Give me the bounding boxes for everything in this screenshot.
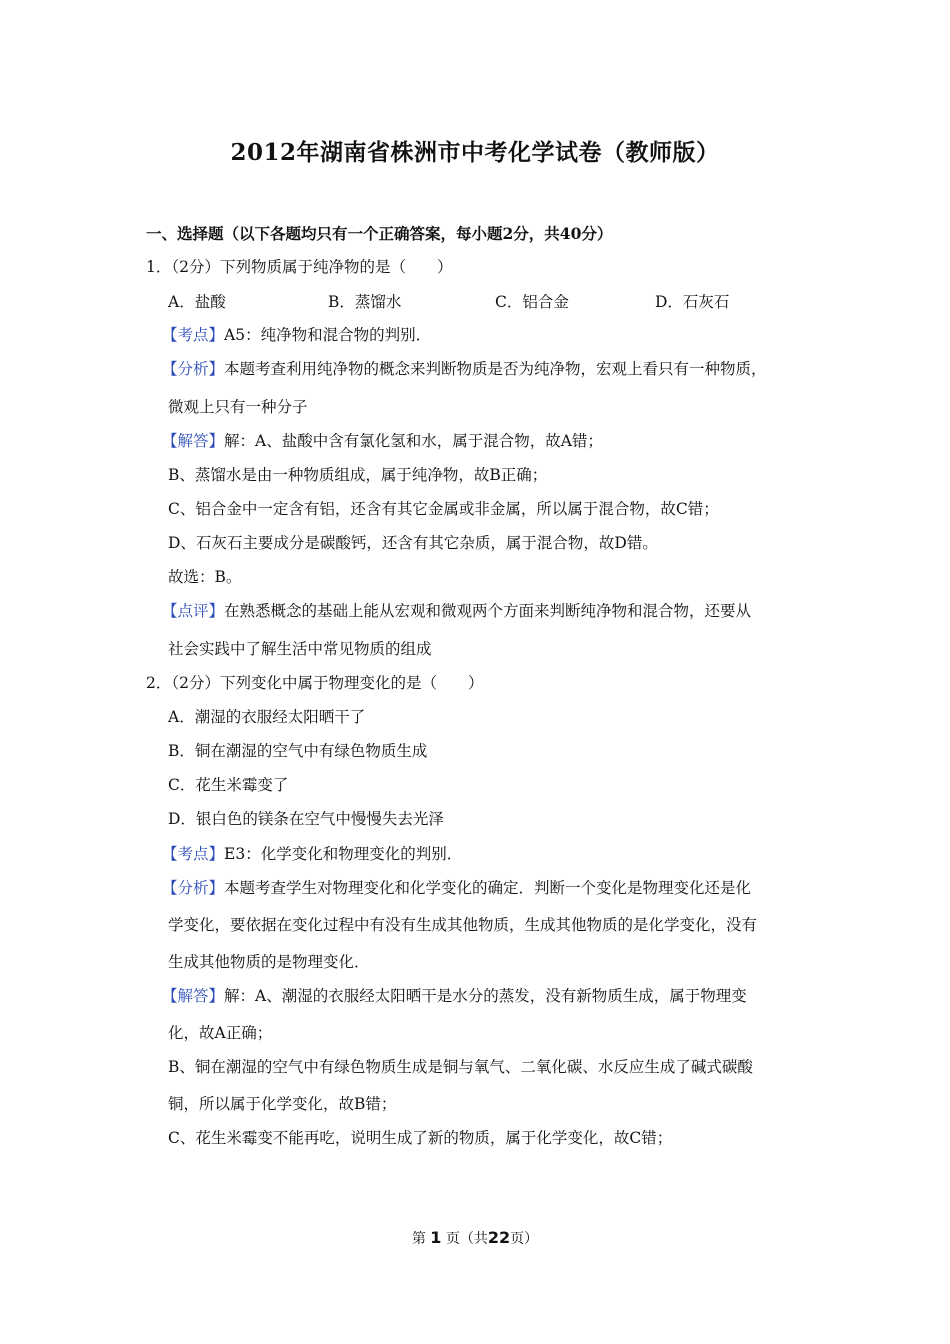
q2-option-a: A．潮湿的衣服经太阳晒干了 — [168, 708, 366, 726]
q1-jieda-text-1: 解：A、盐酸中含有氯化氢和水，属于混合物，故A错； — [224, 432, 603, 450]
q2-option-d: D．银白色的镁条在空气中慢慢失去光泽 — [168, 810, 444, 828]
dianping-tag: 【点评】 — [162, 602, 225, 620]
fenxi-tag: 【分析】 — [162, 360, 225, 378]
q1-dianping — [162, 600, 751, 622]
q2-jieda-text-4: 铜，所以属于化学变化，故B错； — [168, 1095, 397, 1113]
q2-jieda-text-1: 解：A、潮湿的衣服经太阳晒干是水分的蒸发，没有新物质生成，属于物理变 — [224, 987, 747, 1005]
q1-option-c: C．铝合金 — [495, 293, 569, 311]
section-header: 一、选择题（以下各题均只有一个正确答案，每小题2分，共40分） — [146, 224, 613, 243]
q1-option-b: B．蒸馏水 — [328, 293, 402, 311]
q1-jieda-text-2: B、蒸馏水是由一种物质组成，属于纯净物，故B正确； — [168, 466, 548, 484]
kaodian-tag: 【考点】 — [162, 326, 225, 344]
q2-fenxi — [162, 877, 751, 899]
q2-fenxi-text-3: 生成其他物质的是物理变化． — [168, 953, 370, 971]
q1-jieda-text-3: C、铝合金中一定含有铝，还含有其它金属或非金属，所以属于混合物，故C错； — [168, 500, 719, 518]
q2-kaodian-text: E3：化学变化和物理变化的判别． — [224, 845, 463, 863]
q1-fenxi — [162, 358, 767, 380]
footer-prefix: 第 — [411, 1231, 426, 1247]
q2-jieda-text-5: C、花生米霉变不能再吃，说明生成了新的物质，属于化学变化，故C错； — [168, 1129, 673, 1147]
q1-option-d: D．石灰石 — [655, 293, 730, 311]
q2-jieda-text-3: B、铜在潮湿的空气中有绿色物质生成是铜与氧气、二氧化碳、水反应生成了碱式碳酸 — [168, 1058, 753, 1076]
footer-page-number: 1 — [430, 1228, 442, 1247]
q2-stem: 2．（2分）下列变化中属于物理变化的是（ ） — [146, 674, 484, 692]
q1-fenxi-text-1: 本题考查利用纯净物的概念来判断物质是否为纯净物，宏观上看只有一种物质， — [224, 360, 767, 378]
q1-jieda — [162, 430, 603, 452]
kaodian-tag: 【考点】 — [162, 845, 225, 863]
q1-jieda-text-4: D、石灰石主要成分是碳酸钙，还含有其它杂质，属于混合物，故D错。 — [168, 534, 658, 552]
q2-option-b: B．铜在潮湿的空气中有绿色物质生成 — [168, 742, 428, 760]
q1-dianping-text-1: 在熟悉概念的基础上能从宏观和微观两个方面来判断纯净物和混合物，还要从 — [224, 602, 752, 620]
q2-option-c: C．花生米霉变了 — [168, 776, 289, 794]
q1-kaodian — [162, 324, 431, 346]
q1-option-a: A．盐酸 — [168, 293, 226, 311]
q1-dianping-text-2: 社会实践中了解生活中常见物质的组成 — [168, 640, 432, 658]
jieda-tag: 【解答】 — [162, 987, 225, 1005]
jieda-tag: 【解答】 — [162, 432, 225, 450]
fenxi-tag: 【分析】 — [162, 879, 225, 897]
q1-fenxi-text-2: 微观上只有一种分子 — [168, 398, 308, 416]
page-title: 2012年湖南省株洲市中考化学试卷（教师版） — [230, 139, 720, 166]
q2-jieda-text-2: 化，故A正确； — [168, 1024, 273, 1042]
footer-middle: 页（共 — [445, 1231, 488, 1247]
footer-total-pages: 22 — [487, 1228, 511, 1247]
q1-kaodian-text: A5：纯净物和混合物的判别． — [224, 326, 432, 344]
footer-suffix: 页） — [510, 1231, 539, 1247]
q2-kaodian — [162, 843, 462, 865]
q1-stem: 1．（2分）下列物质属于纯净物的是（ ） — [146, 258, 453, 276]
q1-jieda-text-5: 故选：B。 — [168, 568, 242, 586]
q2-fenxi-text-1: 本题考查学生对物理变化和化学变化的确定．判断一个变化是物理变化还是化 — [224, 879, 752, 897]
page-footer — [0, 1228, 950, 1248]
q2-fenxi-text-2: 学变化，要依据在变化过程中有没有生成其他物质，生成其他物质的是化学变化，没有 — [168, 916, 758, 934]
q2-jieda — [162, 985, 747, 1007]
